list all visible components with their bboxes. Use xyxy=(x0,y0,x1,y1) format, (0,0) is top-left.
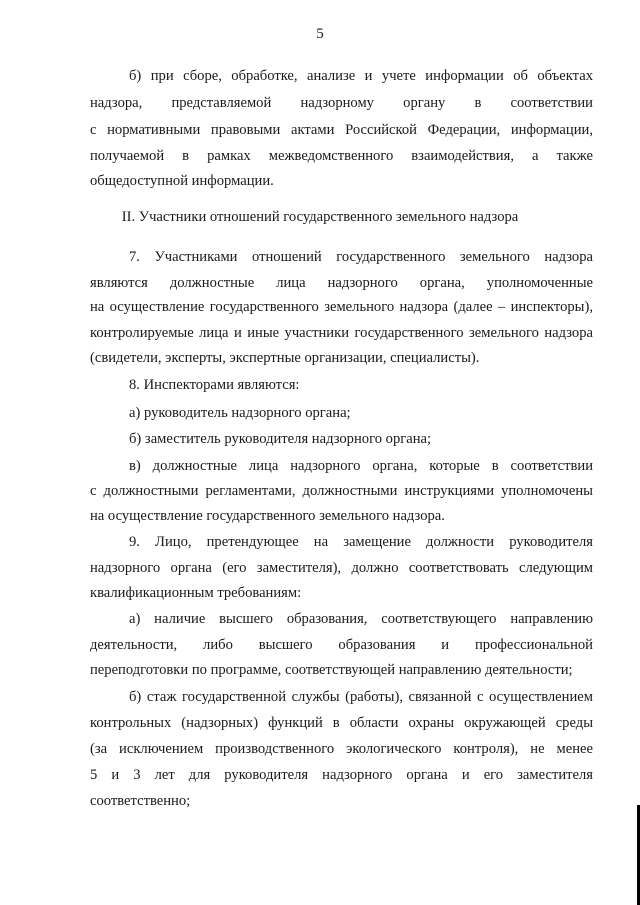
list-item: в) должностные лица надзорного органа, которые в соответствии xyxy=(129,458,593,474)
paragraph-line: (свидетели, эксперты, экспертные организации, специалисты). xyxy=(90,350,480,366)
paragraph-line: 5 и 3 лет для руководителя надзорного органа и его заместителя xyxy=(90,767,593,783)
paragraph-line: (за исключением производственного экологического контроля), не менее xyxy=(90,741,593,757)
paragraph-line: переподготовки по программе, соответствующей направлению деятельности; xyxy=(90,662,573,678)
paragraph-line: 9. Лицо, претендующее на замещение должности руководителя xyxy=(129,534,593,550)
paragraph-line: деятельности, либо высшего образования и профессиональной xyxy=(90,637,593,653)
paragraph-line: б) при сборе, обработке, анализе и учете информации об объектах xyxy=(129,68,593,84)
list-item: а) руководитель надзорного органа; xyxy=(129,405,351,421)
list-item: б) заместитель руководителя надзорного органа; xyxy=(129,431,432,447)
paragraph-line: 7. Участниками отношений государственного земельного надзора xyxy=(129,249,593,265)
paragraph-line: являются должностные лица надзорного органа, уполномоченные xyxy=(90,275,593,291)
paragraph-line: на осуществление государственного земельного надзора (далее – инспекторы), xyxy=(90,299,593,315)
paragraph-line: 8. Инспекторами являются: xyxy=(129,377,300,393)
paragraph-line: контролируемые лица и иные участники государственного земельного надзора xyxy=(90,325,593,341)
paragraph-line: общедоступной информации. xyxy=(90,173,274,189)
list-item: а) наличие высшего образования, соответствующего направлению xyxy=(129,611,593,627)
paragraph-line: получаемой в рамках межведомственного взаимодействия, а также xyxy=(90,148,593,164)
paragraph-line: квалификационным требованиям: xyxy=(90,585,302,601)
paragraph-line: на осуществление государственного земельного надзора. xyxy=(90,508,445,524)
list-item: б) стаж государственной службы (работы), связанной с осуществлением xyxy=(129,689,593,705)
paragraph-line: надзорного органа (его заместителя), должно соответствовать следующим xyxy=(90,560,593,576)
paragraph-line: контрольных (надзорных) функций в области охраны окружающей среды xyxy=(90,715,593,731)
paragraph-line: соответственно; xyxy=(90,793,191,809)
paragraph-line: надзора, представляемой надзорному органу в соответствии xyxy=(90,95,593,111)
paragraph-line: с нормативными правовыми актами Российской Федерации, информации, xyxy=(90,122,593,138)
page-number: 5 xyxy=(316,26,324,42)
section-heading: II. Участники отношений государственного земельного надзора xyxy=(121,209,519,225)
paragraph-line: с должностными регламентами, должностными инструкциями уполномочены xyxy=(90,483,593,499)
